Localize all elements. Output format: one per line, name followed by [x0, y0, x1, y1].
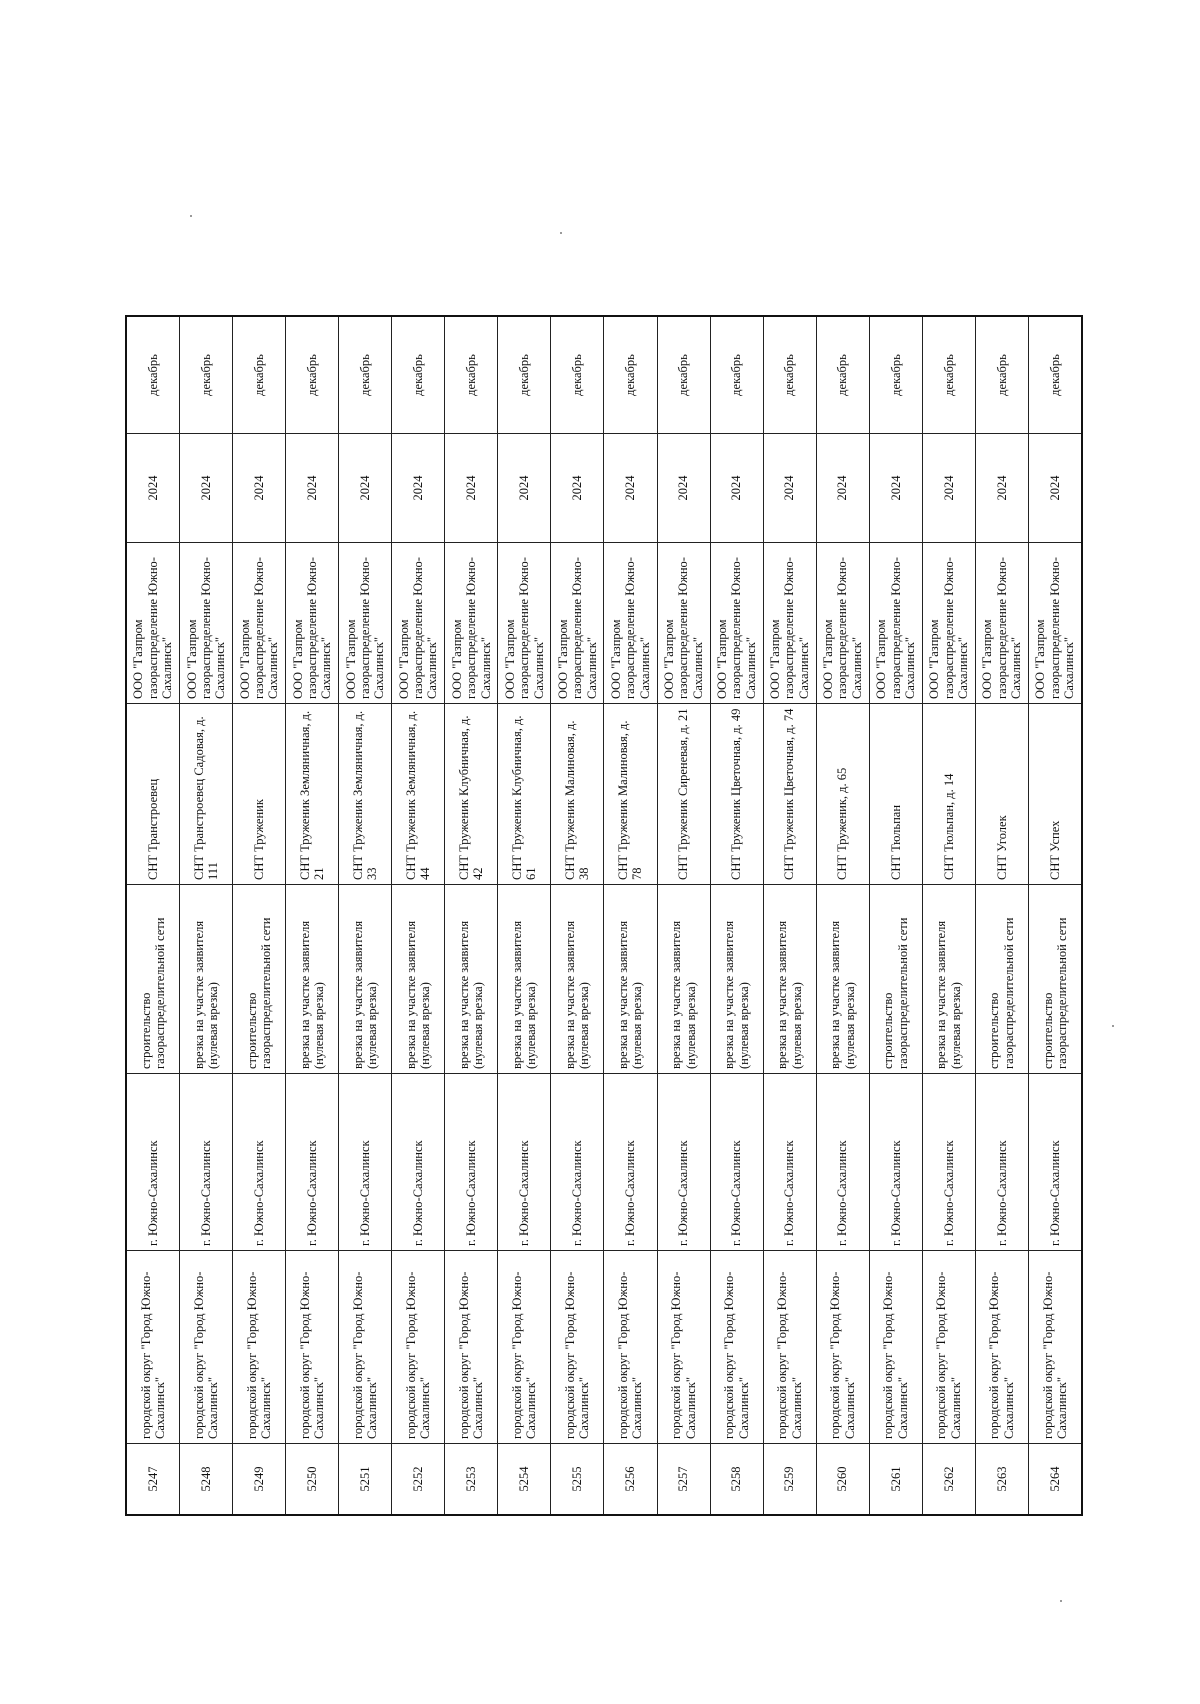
city-cell: г. Южно-Сахалинск [445, 1074, 498, 1251]
year-cell: 2024 [763, 434, 816, 543]
city-cell: г. Южно-Сахалинск [657, 1074, 710, 1251]
work-type-cell: врезка на участке заявителя (нулевая врезка) [816, 885, 869, 1074]
work-type-cell: врезка на участке заявителя (нулевая врезка) [180, 885, 233, 1074]
year-cell: 2024 [126, 434, 180, 543]
row-number: 5263 [975, 1444, 1028, 1516]
year-cell: 2024 [816, 434, 869, 543]
object-address-cell: СНТ Труженик Земляничная, д. 44 [392, 704, 445, 885]
district-cell: городской округ "Город Южно-Сахалинск" [763, 1251, 816, 1444]
organization-cell: ООО "Газпром газораспределение Южно-Сахалинск" [922, 543, 975, 704]
district-cell: городской округ "Город Южно-Сахалинск" [922, 1251, 975, 1444]
work-type-cell: врезка на участке заявителя (нулевая врезка) [286, 885, 339, 1074]
year-cell: 2024 [922, 434, 975, 543]
object-address-cell: СНТ Труженик Земляничная, д. 21 [286, 704, 339, 885]
row-number: 5258 [710, 1444, 763, 1516]
object-address-cell: СНТ Тюльпан [869, 704, 922, 885]
table-row [657, 316, 710, 1515]
table-row [710, 316, 763, 1515]
month-cell: декабрь [763, 316, 816, 434]
city-cell: г. Южно-Сахалинск [816, 1074, 869, 1251]
city-cell: г. Южно-Сахалинск [233, 1074, 286, 1251]
year-cell: 2024 [604, 434, 657, 543]
district-cell: городской округ "Город Южно-Сахалинск" [869, 1251, 922, 1444]
work-type-cell: строительство газораспределительной сети [233, 885, 286, 1074]
work-type-cell: строительство газораспределительной сети [1028, 885, 1082, 1074]
month-cell: декабрь [1028, 316, 1082, 434]
table-row [869, 316, 922, 1515]
month-cell: декабрь [604, 316, 657, 434]
month-cell: декабрь [657, 316, 710, 434]
organization-cell: ООО "Газпром газораспределение Южно-Сахалинск" [286, 543, 339, 704]
object-address-cell: СНТ Труженик, д. 65 [816, 704, 869, 885]
city-cell: г. Южно-Сахалинск [286, 1074, 339, 1251]
month-cell: декабрь [551, 316, 604, 434]
table-row [922, 316, 975, 1515]
district-cell: городской округ "Город Южно-Сахалинск" [551, 1251, 604, 1444]
year-cell: 2024 [233, 434, 286, 543]
month-cell: декабрь [816, 316, 869, 434]
month-cell: декабрь [445, 316, 498, 434]
object-address-cell: СНТ Труженик Цветочная, д. 49 [710, 704, 763, 885]
row-number: 5257 [657, 1444, 710, 1516]
city-cell: г. Южно-Сахалинск [180, 1074, 233, 1251]
organization-cell: ООО "Газпром газораспределение Южно-Сахалинск" [869, 543, 922, 704]
organization-cell: ООО "Газпром газораспределение Южно-Сахалинск" [1028, 543, 1082, 704]
district-cell: городской округ "Город Южно-Сахалинск" [498, 1251, 551, 1444]
row-number: 5248 [180, 1444, 233, 1516]
table-body [126, 316, 1082, 1515]
work-type-cell: врезка на участке заявителя (нулевая врезка) [392, 885, 445, 1074]
work-type-cell: строительство газораспределительной сети [975, 885, 1028, 1074]
district-cell: городской округ "Город Южно-Сахалинск" [233, 1251, 286, 1444]
row-number: 5254 [498, 1444, 551, 1516]
table-row [339, 316, 392, 1515]
work-type-cell: врезка на участке заявителя (нулевая врезка) [604, 885, 657, 1074]
table-row [604, 316, 657, 1515]
object-address-cell: СНТ Труженик Цветочная, д. 74 [763, 704, 816, 885]
organization-cell: ООО "Газпром газораспределение Южно-Сахалинск" [180, 543, 233, 704]
scan-speck [1112, 1025, 1114, 1027]
table-row [392, 316, 445, 1515]
table-row [126, 316, 180, 1515]
district-cell: городской округ "Город Южно-Сахалинск" [975, 1251, 1028, 1444]
month-cell: декабрь [233, 316, 286, 434]
district-cell: городской округ "Город Южно-Сахалинск" [604, 1251, 657, 1444]
work-type-cell: врезка на участке заявителя (нулевая врезка) [657, 885, 710, 1074]
object-address-cell: СНТ Уголек [975, 704, 1028, 885]
organization-cell: ООО "Газпром газораспределение Южно-Сахалинск" [816, 543, 869, 704]
work-type-cell: врезка на участке заявителя (нулевая врезка) [551, 885, 604, 1074]
district-cell: городской округ "Город Южно-Сахалинск" [392, 1251, 445, 1444]
year-cell: 2024 [445, 434, 498, 543]
organization-cell: ООО "Газпром газораспределение Южно-Сахалинск" [498, 543, 551, 704]
gasification-schedule-table [125, 315, 1083, 1516]
year-cell: 2024 [869, 434, 922, 543]
object-address-cell: СНТ Труженик Земляничная, д. 33 [339, 704, 392, 885]
organization-cell: ООО "Газпром газораспределение Южно-Сахалинск" [604, 543, 657, 704]
district-cell: городской округ "Город Южно-Сахалинск" [816, 1251, 869, 1444]
table-row [445, 316, 498, 1515]
month-cell: декабрь [126, 316, 180, 434]
year-cell: 2024 [1028, 434, 1082, 543]
row-number: 5262 [922, 1444, 975, 1516]
row-number: 5260 [816, 1444, 869, 1516]
object-address-cell: СНТ Труженик Малиновая, д. 38 [551, 704, 604, 885]
table-row [1028, 316, 1082, 1515]
district-cell: городской округ "Город Южно-Сахалинск" [1028, 1251, 1082, 1444]
work-type-cell: врезка на участке заявителя (нулевая врезка) [339, 885, 392, 1074]
district-cell: городской округ "Город Южно-Сахалинск" [339, 1251, 392, 1444]
city-cell: г. Южно-Сахалинск [975, 1074, 1028, 1251]
organization-cell: ООО "Газпром газораспределение Южно-Сахалинск" [233, 543, 286, 704]
year-cell: 2024 [657, 434, 710, 543]
row-number: 5251 [339, 1444, 392, 1516]
city-cell: г. Южно-Сахалинск [710, 1074, 763, 1251]
object-address-cell: СНТ Труженик Сиреневая, д. 21 [657, 704, 710, 885]
row-number: 5253 [445, 1444, 498, 1516]
organization-cell: ООО "Газпром газораспределение Южно-Сахалинск" [657, 543, 710, 704]
work-type-cell: врезка на участке заявителя (нулевая врезка) [498, 885, 551, 1074]
table-row [180, 316, 233, 1515]
organization-cell: ООО "Газпром газораспределение Южно-Сахалинск" [392, 543, 445, 704]
month-cell: декабрь [180, 316, 233, 434]
city-cell: г. Южно-Сахалинск [922, 1074, 975, 1251]
row-number: 5255 [551, 1444, 604, 1516]
city-cell: г. Южно-Сахалинск [498, 1074, 551, 1251]
month-cell: декабрь [869, 316, 922, 434]
row-number: 5249 [233, 1444, 286, 1516]
work-type-cell: врезка на участке заявителя (нулевая врезка) [922, 885, 975, 1074]
district-cell: городской округ "Город Южно-Сахалинск" [657, 1251, 710, 1444]
year-cell: 2024 [498, 434, 551, 543]
row-number: 5264 [1028, 1444, 1082, 1516]
row-number: 5261 [869, 1444, 922, 1516]
object-address-cell: СНТ Тюльпан, д. 14 [922, 704, 975, 885]
organization-cell: ООО "Газпром газораспределение Южно-Сахалинск" [763, 543, 816, 704]
city-cell: г. Южно-Сахалинск [392, 1074, 445, 1251]
organization-cell: ООО "Газпром газораспределение Южно-Сахалинск" [126, 543, 180, 704]
month-cell: декабрь [975, 316, 1028, 434]
rotated-table-container [125, 354, 1083, 1516]
district-cell: городской округ "Город Южно-Сахалинск" [710, 1251, 763, 1444]
month-cell: декабрь [498, 316, 551, 434]
organization-cell: ООО "Газпром газораспределение Южно-Сахалинск" [445, 543, 498, 704]
year-cell: 2024 [710, 434, 763, 543]
month-cell: декабрь [392, 316, 445, 434]
year-cell: 2024 [975, 434, 1028, 543]
city-cell: г. Южно-Сахалинск [763, 1074, 816, 1251]
table-row [551, 316, 604, 1515]
object-address-cell: СНТ Транстроевец [126, 704, 180, 885]
scan-speck [1060, 1600, 1062, 1602]
row-number: 5259 [763, 1444, 816, 1516]
month-cell: декабрь [339, 316, 392, 434]
row-number: 5247 [126, 1444, 180, 1516]
month-cell: декабрь [286, 316, 339, 434]
table-row [286, 316, 339, 1515]
table-row [233, 316, 286, 1515]
organization-cell: ООО "Газпром газораспределение Южно-Сахалинск" [551, 543, 604, 704]
scan-speck [190, 215, 192, 217]
organization-cell: ООО "Газпром газораспределение Южно-Сахалинск" [975, 543, 1028, 704]
city-cell: г. Южно-Сахалинск [604, 1074, 657, 1251]
work-type-cell: строительство газораспределительной сети [126, 885, 180, 1074]
city-cell: г. Южно-Сахалинск [869, 1074, 922, 1251]
object-address-cell: СНТ Транстроевец Садовая, д. 111 [180, 704, 233, 885]
month-cell: декабрь [710, 316, 763, 434]
city-cell: г. Южно-Сахалинск [339, 1074, 392, 1251]
work-type-cell: врезка на участке заявителя (нулевая врезка) [445, 885, 498, 1074]
table-row [816, 316, 869, 1515]
row-number: 5250 [286, 1444, 339, 1516]
object-address-cell: СНТ Успех [1028, 704, 1082, 885]
organization-cell: ООО "Газпром газораспределение Южно-Сахалинск" [339, 543, 392, 704]
city-cell: г. Южно-Сахалинск [1028, 1074, 1082, 1251]
district-cell: городской округ "Город Южно-Сахалинск" [445, 1251, 498, 1444]
district-cell: городской округ "Город Южно-Сахалинск" [286, 1251, 339, 1444]
object-address-cell: СНТ Труженик Клубничная, д. 42 [445, 704, 498, 885]
work-type-cell: врезка на участке заявителя (нулевая врезка) [763, 885, 816, 1074]
district-cell: городской округ "Город Южно-Сахалинск" [180, 1251, 233, 1444]
table-row [763, 316, 816, 1515]
city-cell: г. Южно-Сахалинск [126, 1074, 180, 1251]
district-cell: городской округ "Город Южно-Сахалинск" [126, 1251, 180, 1444]
year-cell: 2024 [180, 434, 233, 543]
scan-speck [560, 232, 562, 234]
year-cell: 2024 [339, 434, 392, 543]
year-cell: 2024 [551, 434, 604, 543]
work-type-cell: строительство газораспределительной сети [869, 885, 922, 1074]
row-number: 5256 [604, 1444, 657, 1516]
row-number: 5252 [392, 1444, 445, 1516]
table-row [975, 316, 1028, 1515]
city-cell: г. Южно-Сахалинск [551, 1074, 604, 1251]
table-row [498, 316, 551, 1515]
work-type-cell: врезка на участке заявителя (нулевая врезка) [710, 885, 763, 1074]
year-cell: 2024 [392, 434, 445, 543]
year-cell: 2024 [286, 434, 339, 543]
month-cell: декабрь [922, 316, 975, 434]
object-address-cell: СНТ Труженик Клубничная, д. 61 [498, 704, 551, 885]
object-address-cell: СНТ Труженик Малиновая, д. 78 [604, 704, 657, 885]
object-address-cell: СНТ Труженик [233, 704, 286, 885]
organization-cell: ООО "Газпром газораспределение Южно-Сахалинск" [710, 543, 763, 704]
